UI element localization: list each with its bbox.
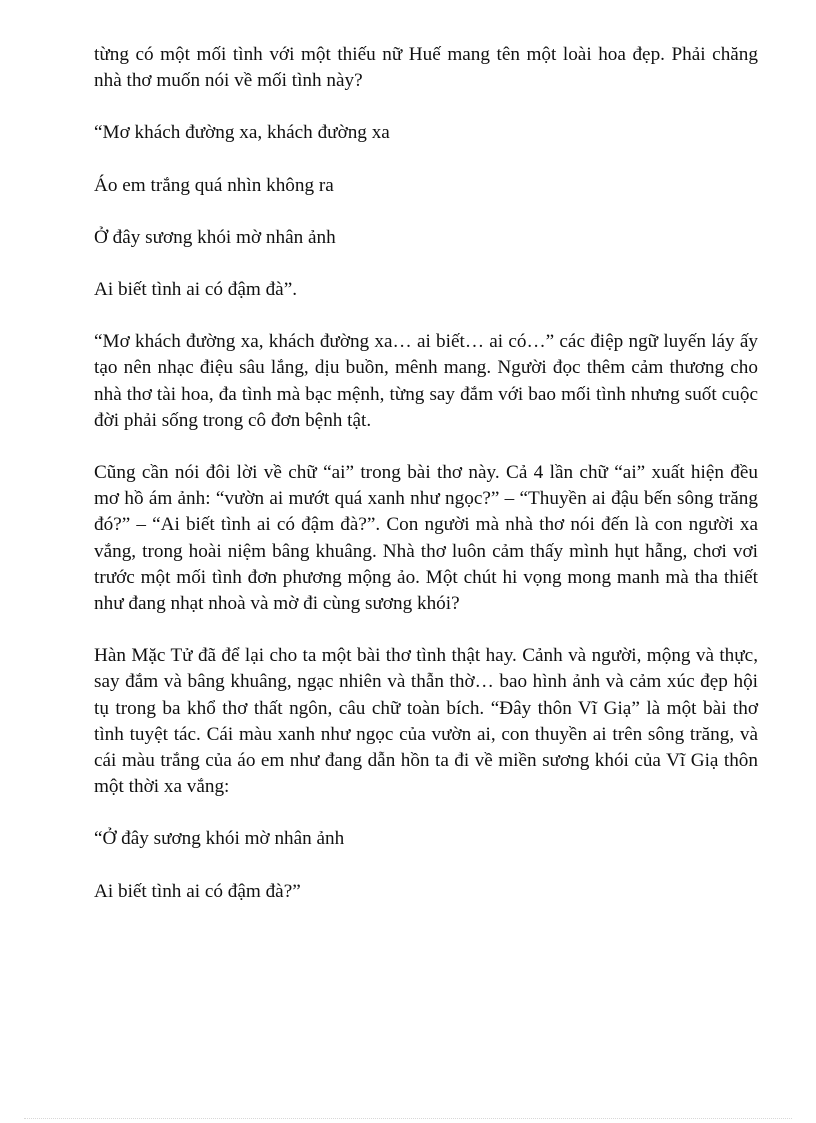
- poem-line-2: Áo em trắng quá nhìn không ra: [94, 174, 334, 196]
- paragraph-ai: Cũng cần nói đôi lời về chữ “ai” trong bài thơ này. Cả 4 lần chữ “ai” xuất hiện đều mơ hồ ám ảnh: “vườn ai mướt quá xanh như ngọc?” – “Thuyền ai đậu bến sông trăng đó?” – “Ai biết tình ai có đậm đà?”. Con người mà nhà thơ nói đến là con người xa vắng, trong hoài niệm bâng khuâng. Nhà thơ luôn cảm thấy mình hụt hẫng, chơi vơi trước một mối tình đơn phương mộng ảo. Một chút hi vọng mong manh mà tha thiết như đang nhạt nhoà và mờ đi cùng sương khói?: [94, 462, 758, 615]
- closing-poem-line-2: Ai biết tình ai có đậm đà?”: [94, 880, 301, 902]
- closing-poem-line-1: “Ở đây sương khói mờ nhân ảnh: [94, 828, 345, 850]
- poem-line-3: Ở đây sương khói mờ nhân ảnh: [94, 226, 336, 248]
- paragraph-repetition: “Mơ khách đường xa, khách đường xa… ai biết… ai có…” các điệp ngữ luyến láy ấy tạo nên nhạc điệu sâu lắng, dịu buồn, mênh mang. Người đọc thêm cảm thương cho nhà thơ tài hoa, đa tình mà bạc mệnh, từng say đắm với bao mối tình nhưng suốt cuộc đời phải sống trong cô đơn bệnh tật.: [94, 331, 758, 431]
- paragraph-conclusion: Hàn Mặc Tử đã để lại cho ta một bài thơ tình thật hay. Cảnh và người, mộng và thực, say đắm và bâng khuâng, ngạc nhiên và thẫn thờ… bao hình ảnh và cảm xúc đẹp hội tụ trong ba khổ thơ thất ngôn, câu chữ toàn bích. “Đây thôn Vĩ Giạ” là một bài thơ tình tuyệt tác. Cái màu xanh như ngọc của vườn ai, con thuyền ai trên sông trăng, và cái màu trắng của áo em như đang dẫn hồn ta đi về miền sương khói của Vĩ Giạ thôn một thời xa vắng:: [94, 645, 758, 798]
- poem-line-4: Ai biết tình ai có đậm đà”.: [94, 279, 298, 301]
- paragraph-intro: từng có một mối tình với một thiếu nữ Huế mang tên một loài hoa đẹp. Phải chăng nhà thơ muốn nói về mối tình này?: [94, 44, 758, 92]
- poem-line-1: “Mơ khách đường xa, khách đường xa: [94, 122, 390, 144]
- page-edge-divider: [24, 1118, 792, 1119]
